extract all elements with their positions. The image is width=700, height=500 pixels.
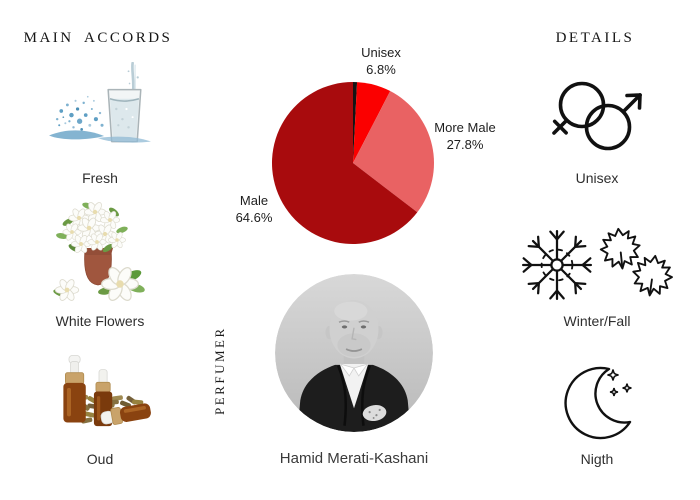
detail-label-time: Nigth (580, 451, 614, 467)
gender-pie-chart (253, 63, 453, 263)
main-accords-heading: MAIN ACCORDS (23, 30, 173, 46)
detail-label-gender: Unisex (575, 170, 619, 186)
water-splash-and-glass-icon (47, 62, 153, 158)
detail-item-gender (546, 76, 650, 160)
accord-item-oud (42, 343, 156, 441)
accord-label-white-flowers: White Flowers (55, 313, 145, 329)
white-flowers-in-pot-icon (48, 192, 148, 308)
accord-label-fresh: Fresh (82, 170, 118, 186)
pie-label-male: Male 64.6% (235, 193, 273, 225)
details-heading: DETAILS (555, 30, 635, 46)
maple-leaves-icon (598, 226, 678, 304)
perfumer-heading-vertical: PERFUMER (212, 326, 227, 416)
accord-label-oud: Oud (86, 451, 114, 467)
oud-bottles-woodchips-icon (42, 343, 156, 441)
accord-item-white-flowers (48, 192, 148, 308)
crescent-moon-icon (560, 358, 638, 442)
detail-item-season (518, 226, 678, 304)
pie-label-unisex: Unisex 6.8% (361, 45, 401, 77)
detail-label-season: Winter/Fall (563, 313, 631, 329)
detail-item-time (560, 358, 638, 442)
pie-label-more-male: More Male 27.8% (434, 120, 496, 152)
accord-item-fresh (47, 62, 153, 158)
unisex-gender-icon (546, 76, 650, 160)
snowflake-icon (518, 226, 596, 304)
perfumer-name: Hamid Merati-Kashani (279, 450, 429, 467)
perfumer-portrait (275, 274, 433, 432)
